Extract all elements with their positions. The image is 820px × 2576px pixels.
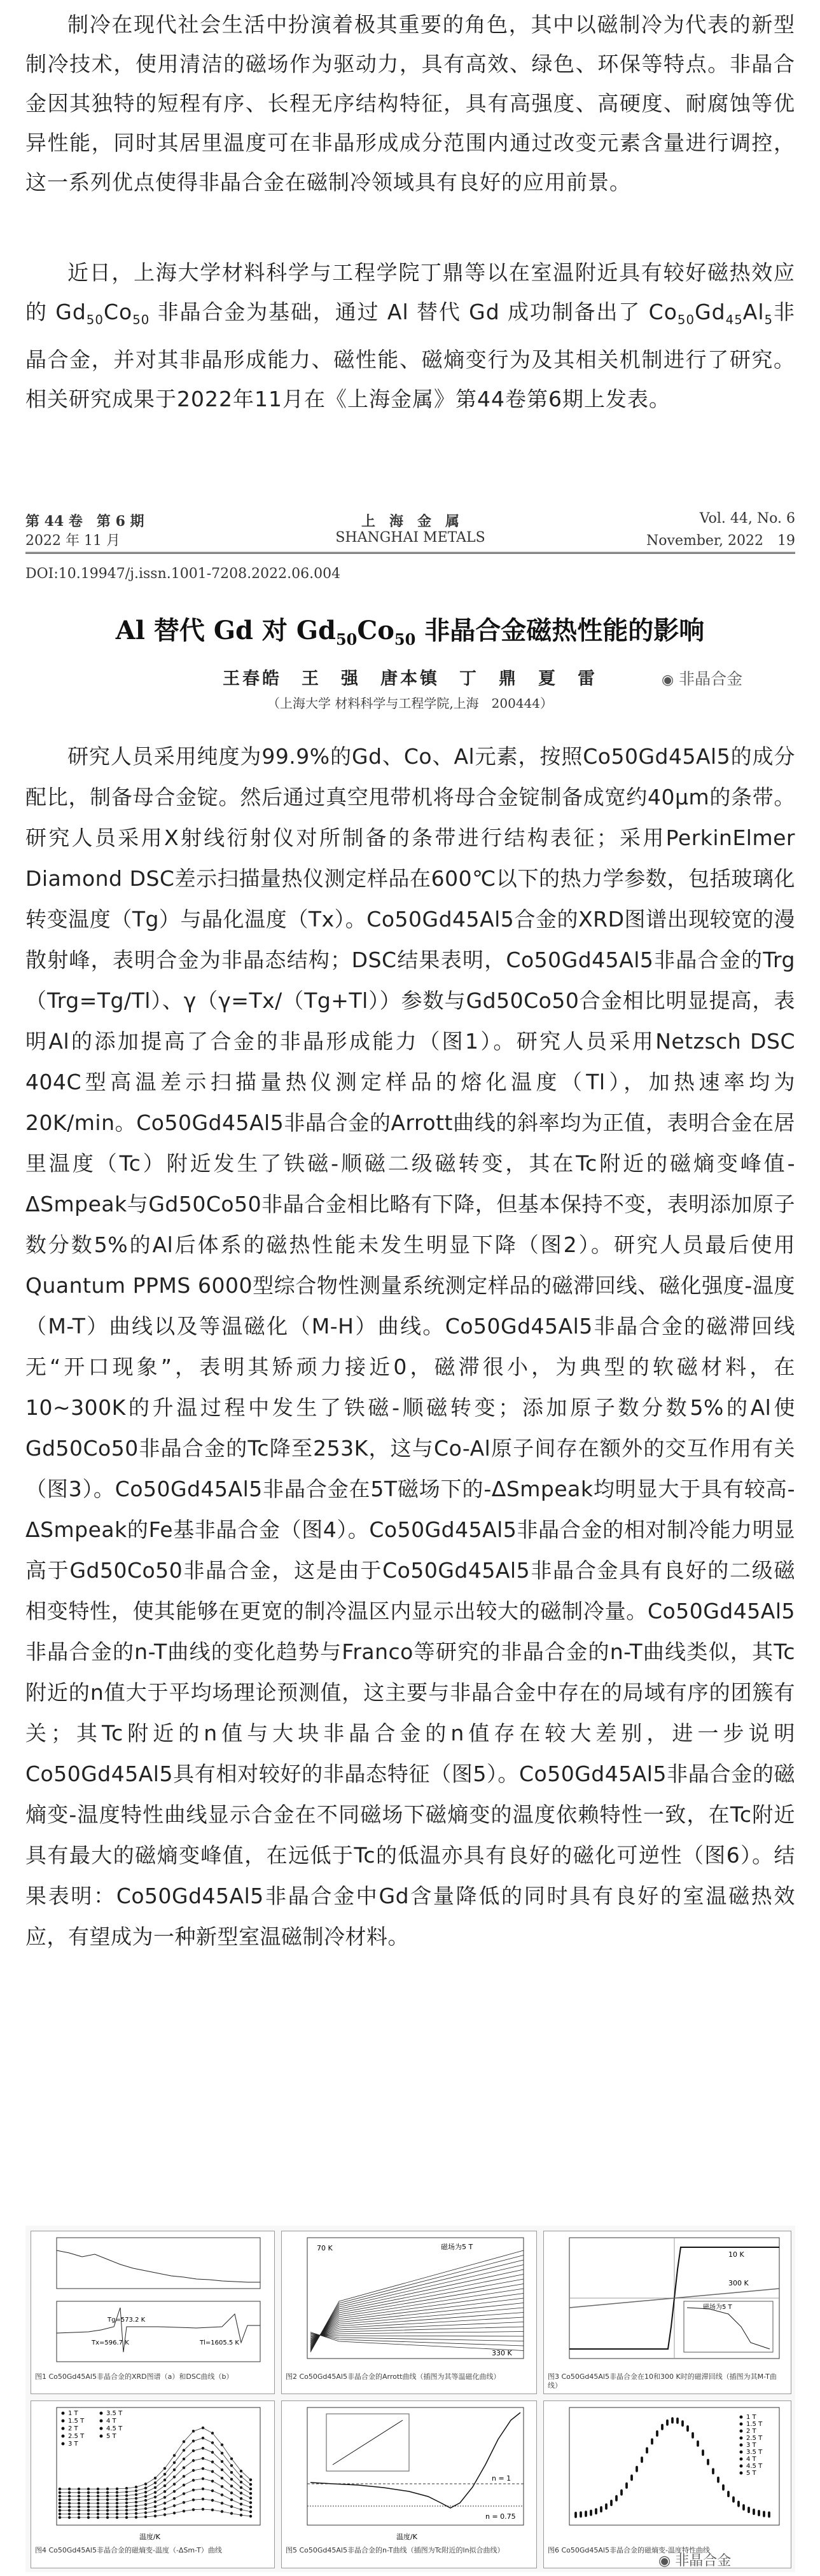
fig6-point [686, 2429, 689, 2432]
fig1-xrd-curve [57, 2250, 260, 2282]
fig6-point [758, 2514, 760, 2516]
fig6-legend-label: 2 T [746, 2428, 756, 2435]
fig4-legend-marker [100, 2420, 103, 2423]
fig4-plot [31, 2401, 274, 2544]
fig4-point [249, 2501, 252, 2504]
title-part: 非晶合金磁热性能的影响 [415, 616, 705, 645]
fig4-xlabel: 温度/K [139, 2533, 160, 2541]
article-title [0, 610, 820, 649]
fig6-point [666, 2423, 669, 2426]
fig6-legend-label: 4 T [746, 2456, 756, 2463]
fig6-point [742, 2508, 745, 2511]
fig6-legend-marker [740, 2430, 743, 2433]
fig6-legend-marker [740, 2451, 743, 2454]
fig4-curves [59, 2427, 252, 2519]
fig1-label: Tg=573.2 K [108, 2317, 146, 2324]
fig6-point [732, 2500, 735, 2503]
watermark-text: 非晶合金 [675, 2553, 732, 2569]
fig6-legend-marker [740, 2416, 743, 2419]
fig2-arrott-line [310, 2260, 524, 2350]
fig6-point [641, 2461, 643, 2463]
fig6-point [712, 2472, 714, 2475]
watermark-top [662, 666, 742, 689]
fig1-label: Tl=1605.5 K [200, 2339, 239, 2346]
fig6-point [580, 2516, 582, 2518]
fig6-point [676, 2421, 679, 2424]
fig6-point [768, 2516, 770, 2518]
fig4-legend-marker [62, 2427, 65, 2430]
header-divider [25, 552, 795, 554]
fig6-point [717, 2481, 719, 2483]
wechat-icon: ◉ [658, 2553, 671, 2569]
fig4-legend-marker [100, 2412, 103, 2415]
fig6-point [610, 2504, 613, 2506]
fig6-legend-label: 3.5 T [746, 2449, 763, 2456]
fig2-plot [282, 2231, 536, 2371]
body-paragraph: 研究人员采用纯度为99.9%的Gd、Co、Al元素，按照Co50Gd45Al5的成分配比，制备母合金锭。然后通过真空甩带机将母合金锭制备成宽约40μm的条带。研究人员采用X射线衍射仪对所制备的条带进行结构表征；采用PerkinElmer Diamond DSC差示扫描量热仪测定样品在600℃以下的热力学参数，包括玻璃化转变温度（Tg）与晶化温度（Tx）。Co50Gd45Al5合金的XRD图谱出现较宽的漫散射峰，表明合金为非晶态结构；DSC结果表明，Co50Gd45Al5非晶合金的Trg（Trg=Tg/Tl）、γ（γ=Tx/（Tg+Tl））参数与Gd50Co50合金相比明显提高，表明Al的添加提高了合金的非晶形成能力（图1）。研究人员采用Netzsch DSC 404C型高温差示扫描量热仪测定样品的熔化温度（Tl），加热速率均为20K/min。Co50Gd45Al5非晶合金的Arrott曲线的斜率均为正值，表明合金在居里温度（Tc）附近发生了铁磁-顺磁二级磁转变，其在Tc附近的磁熵变峰值-ΔSmpeak与Gd50Co50非晶合金相比略有下降，但基本保持不变，表明添加原子数分数5%的Al后体系的磁热性能未发生明显下降（图2）。研究人员最后使用Quantum PPMS 6000型综合物性测量系统测定样品的磁滞回线、磁化强度-温度（M-T）曲线以及等温磁化（M-H）曲线。Co50Gd45Al5非晶合金的磁滞回线无“开口现象”，表明其矫顽力接近0，磁滞很小，为典型的软磁材料，在10~300K的升温过程中发生了铁磁-顺磁转变；添加原子数分数5%的Al使Gd50Co50非晶合金的Tc降至253K，这与Co-Al原子间存在额外的交互作用有关（图3）。Co50Gd45Al5非晶合金在5T磁场下的-ΔSmpeak均明显大于具有较高-ΔSmpeak的Fe基非晶合金（图4）。Co50Gd45Al5非晶合金的相对制冷能力明显高于Gd50Co50非晶合金，这是由于Co50Gd45Al5非晶合金具有良好的二级磁相变特性，使其能够在更宽的制冷温区内显示出较大的磁制冷量。Co50Gd45Al5非晶合金的n-T曲线的变化趋势与Franco等研究的非晶合金的n-T曲线类似，其Tc附近的n值大于平均场理论预测值，这主要与非晶合金中存在的局域有序的团簇有关；其Tc附近的n值与大块非晶合金的n值存在较大差别，进一步说明Co50Gd45Al5具有相对较好的非晶态特征（图5）。Co50Gd45Al5非晶合金的磁熵变-温度特性曲线显示合金在不同磁场下磁熵变的温度依赖特性一致，在Tc附近具有最大的磁熵变峰值，在远低于Tc的低温亦具有良好的磁化可逆性（图6）。结果表明：Co50Gd45Al5非晶合金中Gd含量降低的同时具有良好的室温磁热效应，有望成为一种新型室温磁制冷材料。 [25, 744, 795, 1949]
journal-header-row-2 [25, 530, 795, 549]
watermark-bottom [658, 2550, 731, 2570]
fig2-arrott-line [310, 2269, 524, 2348]
wechat-icon: ◉ [662, 672, 674, 688]
fig4-legend-label: 1.5 T [68, 2418, 85, 2425]
fig6-point [651, 2442, 653, 2445]
fig1-plot [31, 2231, 274, 2371]
sub-45: 45 [725, 312, 743, 327]
fig6-legend-marker [740, 2423, 743, 2426]
sub-50: 50 [677, 312, 695, 327]
figure-5 [281, 2400, 537, 2568]
fig6-point [747, 2511, 750, 2513]
journal-header-row-1 [25, 511, 795, 530]
fig4-legend-marker [100, 2435, 103, 2438]
fig4-curve [60, 2438, 251, 2493]
fig4-legend-label: 4 T [106, 2418, 116, 2425]
fig5-plot [282, 2401, 536, 2544]
fig2-arrott-line [310, 2332, 524, 2336]
fig4-frame [57, 2407, 260, 2525]
doi-text: DOI:10.19947/j.issn.1001-7208.2022.06.004 [25, 566, 341, 582]
fig6-point [646, 2451, 648, 2454]
fig4-legend-marker [62, 2420, 65, 2423]
fig2-caption: 图2 Co50Gd45Al5非晶合金的Arrott曲线（插图为其等温磁化曲线） [286, 2373, 501, 2381]
fig6-point [605, 2507, 608, 2510]
fig6-point [763, 2515, 765, 2517]
fig2-arrott-line [310, 2265, 524, 2350]
fig6-legend-label: 1.5 T [746, 2421, 763, 2428]
fig6-legend-marker [740, 2437, 743, 2440]
fig4-legend-label: 1 T [68, 2410, 78, 2417]
fig2-arrott-line [310, 2332, 524, 2351]
journal-date-en: November, 2022 19 [646, 533, 795, 549]
fig2-arrott-line [310, 2334, 524, 2341]
sub-5: 5 [764, 312, 774, 327]
intro-p2-part: Gd [695, 300, 726, 324]
fig3-label: 300 K [728, 2279, 749, 2287]
fig6-point [697, 2444, 699, 2447]
fig6-point [600, 2511, 602, 2513]
fig6-point [702, 2454, 704, 2456]
fig5-xlabel: 温度/K [396, 2533, 417, 2541]
fig3-label: 磁场为5 T [703, 2304, 732, 2311]
fig4-legend-label: 3.5 T [106, 2410, 123, 2417]
figure-4 [31, 2400, 275, 2568]
journal-date-cn: 2022 年 11 月 [25, 533, 120, 549]
fig3-plot [544, 2231, 791, 2371]
fig5-label: n = 0.75 [485, 2512, 516, 2521]
article-authors: 王春皓 王 强 唐本镇 丁 鼎 夏 雷 [223, 669, 597, 689]
fig6-plot [544, 2401, 791, 2544]
fig4-legend-label: 4.5 T [106, 2425, 123, 2432]
fig1-dsc-frame [57, 2301, 260, 2362]
fig2-arrott-line [310, 2335, 524, 2336]
fig1-caption: 图1 Co50Gd45Al5非晶合金的XRD图谱（a）和DSC曲线（b） [35, 2373, 233, 2381]
fig3-caption: 图3 Co50Gd45Al5非晶合金在10和300 K时的磁滞回线（插图为其M-T曲线） [548, 2373, 777, 2390]
fig6-point [737, 2505, 740, 2507]
fig4-legend [62, 2410, 123, 2448]
intro-p2-part: 非晶合金为基础，通过 Al 替代 Gd 成功制备出了 Co [149, 300, 678, 324]
sub-50: 50 [86, 312, 104, 327]
fig6-point [671, 2421, 674, 2424]
fig6-point [722, 2488, 725, 2491]
intro-p2-part: Co [103, 300, 133, 324]
fig6-caption: 图6 Co50Gd45Al5非晶合金的磁熵变-温度特性曲线 [548, 2546, 710, 2554]
figure-1 [31, 2231, 275, 2394]
fig4-caption: 图4 Co50Gd45Al5非晶合金的磁熵变-温度（-ΔSm-T）曲线 [35, 2546, 222, 2554]
fig6-legend [740, 2414, 763, 2477]
fig2-label: 70 K [317, 2244, 333, 2252]
intro-p2-part: Al [742, 300, 765, 324]
fig4-legend-label: 5 T [106, 2433, 116, 2440]
fig6-point [615, 2499, 618, 2502]
fig6-point [630, 2479, 633, 2481]
fig6-legend-label: 3 T [746, 2442, 756, 2449]
fig3-label: 10 K [728, 2250, 744, 2259]
journal-volume-cn: 第 44 卷 第 6 期 [25, 513, 144, 530]
fig5-caption: 图5 Co50Gd45Al5非晶合金的n-T曲线（插图为Tc附近的ln拟合曲线） [286, 2546, 504, 2554]
fig6-legend-label: 4.5 T [746, 2463, 763, 2470]
fig6-point [656, 2434, 658, 2437]
fig4-legend-label: 2.5 T [68, 2433, 85, 2440]
fig6-point [753, 2512, 755, 2515]
figure-3 [543, 2231, 791, 2394]
fig6-point [681, 2425, 684, 2427]
fig2-arrott-line [310, 2250, 524, 2352]
fig6-legend-marker [740, 2444, 743, 2447]
article-affiliation: （上海大学 材料科学与工程学院,上海 200444） [267, 696, 553, 711]
journal-name-en: SHANGHAI METALS [335, 530, 485, 546]
fig6-legend-marker [740, 2465, 743, 2468]
watermark-text: 非晶合金 [679, 670, 743, 688]
fig6-point [727, 2495, 730, 2497]
fig6-point [707, 2463, 709, 2465]
fig1-xrd-frame [57, 2238, 260, 2289]
intro-paragraph-1: 制冷在现代社会生活中扮演着极其重要的角色，其中以磁制冷为代表的新型制冷技术，使用清洁的磁场作为驱动力，具有高效、绿色、环保等特点。非晶合金因其独特的短程有序、长程无序结构特征，具有高强度、高硬度、耐腐蚀等优异性能，同时其居里温度可在非晶形成成分范围内通过改变元素含量进行调控，这一系列优点使得非晶合金在磁制冷领域具有良好的应用前景。 [25, 12, 795, 195]
fig4-curve [60, 2428, 251, 2489]
fig6-point [636, 2470, 638, 2472]
fig4-legend-marker [100, 2427, 103, 2430]
title-part: Al 替代 Gd 对 Gd [115, 616, 336, 645]
fig4-legend-marker [62, 2412, 65, 2415]
sub-50: 50 [335, 630, 358, 649]
fig2-arrott-lines [310, 2250, 524, 2352]
fig2-arrott-line [310, 2256, 524, 2352]
fig6-point [620, 2493, 623, 2496]
sub-50: 50 [132, 312, 150, 327]
intro-p2-part: 近日，上海大学材料科学与工程学院丁鼎等以在室温附近具有较好磁热效应的 Gd [25, 260, 795, 324]
fig6-legend-marker [740, 2458, 743, 2461]
figure-2 [281, 2231, 537, 2394]
figure-grid [25, 2226, 795, 2572]
fig4-legend-label: 3 T [68, 2441, 78, 2448]
fig6-point [574, 2516, 577, 2518]
intro-p2-part: 非晶合金，并对其非晶形成能力、磁性能、磁熵变行为及其相关机制进行了研究。相关研究成果于2022年11月在《上海金属》第44卷第6期上发表。 [25, 300, 796, 411]
intro-paragraph-2 [25, 253, 795, 419]
fig4-legend-marker [62, 2442, 65, 2446]
fig4-legend-label: 2 T [68, 2425, 78, 2432]
fig5-label: n = 1 [492, 2474, 511, 2483]
fig6-point [585, 2515, 587, 2517]
journal-name-cn: 上 海 金 属 [361, 513, 459, 530]
fig6-point [595, 2512, 597, 2515]
fig6-point [661, 2428, 664, 2430]
fig6-legend-label: 2.5 T [746, 2435, 763, 2442]
fig6-legend-label: 5 T [746, 2470, 756, 2477]
fig2-label: 330 K [492, 2349, 512, 2357]
figure-6 [543, 2400, 791, 2568]
fig6-point [625, 2486, 628, 2489]
fig1-label: Tx=596.7 K [92, 2339, 129, 2346]
journal-volume-en: Vol. 44, No. 6 [699, 511, 795, 527]
fig6-legend-marker [740, 2472, 743, 2475]
fig4-legend-marker [62, 2435, 65, 2438]
sub-50: 50 [394, 630, 416, 649]
title-part: Co [357, 616, 394, 645]
fig6-legend-label: 1 T [746, 2414, 756, 2421]
fig6-point [691, 2436, 694, 2439]
fig2-label: 磁场为5 T [441, 2243, 473, 2251]
fig6-point [590, 2514, 592, 2516]
fig2-arrott-line [310, 2333, 524, 2346]
